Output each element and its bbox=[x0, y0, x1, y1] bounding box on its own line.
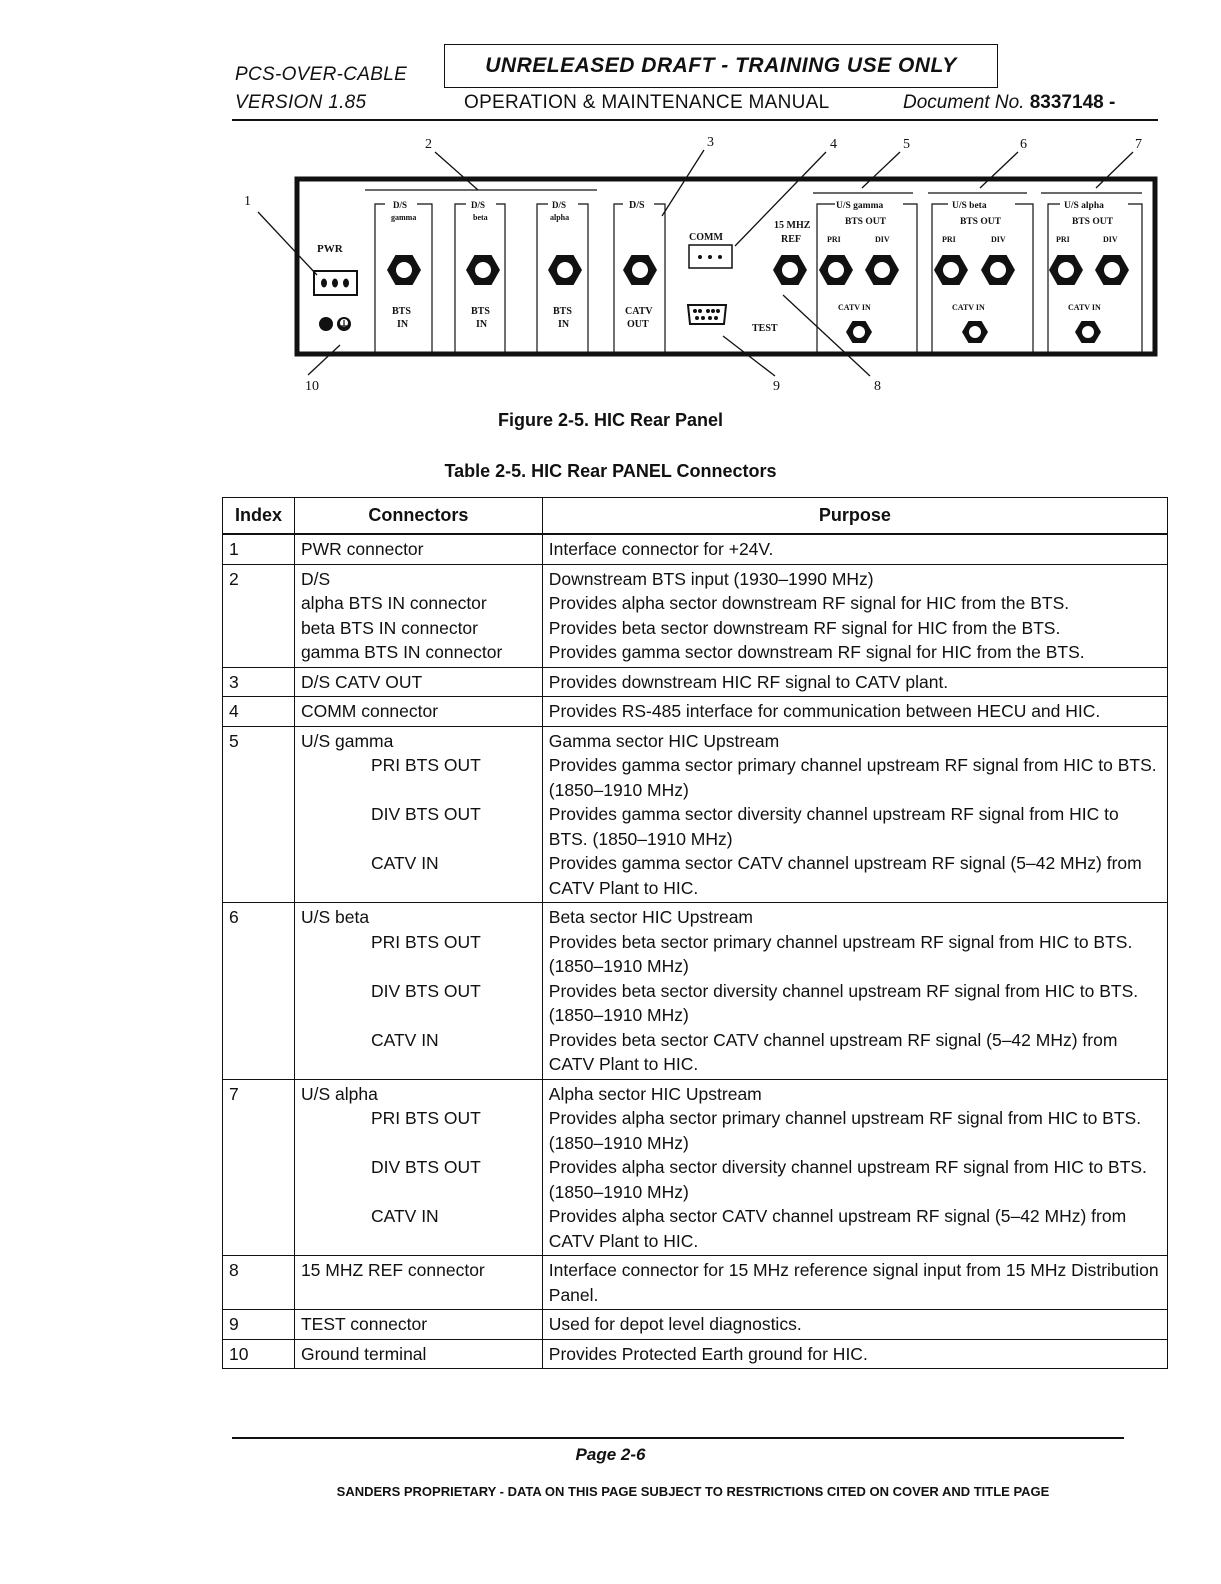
callout-6: 6 bbox=[1020, 137, 1027, 152]
us-gamma-module bbox=[813, 193, 917, 353]
row-purpose bbox=[542, 667, 1167, 697]
header-purpose: Purpose bbox=[542, 498, 1167, 535]
test-db9-connector-icon bbox=[688, 305, 726, 324]
connector-name: PRI BTS OUT bbox=[370, 931, 481, 952]
table-row bbox=[223, 564, 1168, 667]
header-rule bbox=[232, 119, 1158, 121]
document-number bbox=[903, 92, 1115, 114]
purpose-text: Used for depot level diagnostics. bbox=[548, 1314, 802, 1334]
us-beta-bts-out-label: BTS OUT bbox=[960, 217, 1001, 227]
ds-beta-bts-in-connector-icon bbox=[466, 255, 500, 285]
chassis-outline bbox=[297, 179, 1155, 354]
row-index: 8 bbox=[223, 1256, 295, 1310]
ds-beta-title: D/S bbox=[471, 200, 486, 210]
table-row bbox=[223, 697, 1168, 727]
row-connectors bbox=[294, 903, 542, 1080]
purpose-text: Alpha sector HIC Upstream bbox=[548, 1083, 762, 1104]
header-connectors: Connectors bbox=[294, 498, 542, 535]
connector-name: CATV IN bbox=[370, 1206, 439, 1226]
us-beta-pri-bts-out-connector-icon bbox=[934, 255, 968, 285]
row-index: 2 bbox=[223, 564, 295, 667]
connector-name: PWR connector bbox=[300, 539, 424, 559]
us-alpha-bts-out-label: BTS OUT bbox=[1072, 217, 1113, 227]
comm-pins-icon bbox=[698, 255, 722, 259]
ds-gamma-sector: gamma bbox=[391, 213, 417, 222]
connector-name: gamma BTS IN connector bbox=[300, 642, 503, 662]
catv-out-out-label: OUT bbox=[627, 319, 649, 330]
us-gamma-pri-bts-out-connector-icon bbox=[819, 255, 853, 285]
comm-label: COMM bbox=[689, 232, 723, 243]
purpose-text: Provides alpha sector diversity channel upstream RF signal from HIC to BTS. (1850–1910 MHz) bbox=[548, 1157, 1147, 1202]
table-row bbox=[223, 1256, 1168, 1310]
row-index: 9 bbox=[223, 1310, 295, 1340]
purpose-text: Provides beta sector diversity channel upstream RF signal from HIC to BTS. (1850–1910 MHz) bbox=[548, 980, 1139, 1025]
ds-beta-bts-label: BTS bbox=[471, 306, 490, 317]
table-body bbox=[223, 534, 1168, 1369]
row-connectors bbox=[294, 534, 542, 564]
document-number-value: 8337148 - bbox=[1029, 92, 1116, 113]
purpose-text: Beta sector HIC Upstream bbox=[548, 907, 753, 927]
connector-name: 15 MHZ REF connector bbox=[300, 1260, 485, 1280]
purpose-text: Provides alpha sector CATV channel upstream RF signal (5–42 MHz) from CATV Plant to HIC. bbox=[548, 1206, 1127, 1251]
callout-1: 1 bbox=[244, 194, 251, 209]
us-beta-div-bts-out-connector-icon bbox=[981, 255, 1015, 285]
ds-beta-in-label: IN bbox=[476, 319, 488, 330]
callout-10: 10 bbox=[305, 379, 319, 394]
row-purpose bbox=[542, 1310, 1167, 1340]
ds-alpha-sector: alpha bbox=[550, 213, 570, 222]
ref-label-line2: REF bbox=[781, 234, 801, 245]
purpose-text: Downstream BTS input (1930–1990 MHz) bbox=[548, 568, 874, 589]
table-row bbox=[223, 903, 1168, 1080]
row-purpose bbox=[542, 1079, 1167, 1256]
connectors-table bbox=[222, 497, 1168, 1369]
connector-name: Ground terminal bbox=[300, 1343, 427, 1364]
row-purpose bbox=[542, 903, 1167, 1080]
figure-caption: Figure 2-5. HIC Rear Panel bbox=[497, 410, 724, 430]
row-purpose bbox=[542, 697, 1167, 727]
connector-name: U/S alpha bbox=[300, 1083, 378, 1104]
purpose-text: Interface connector for 15 MHz reference signal input from 15 MHz Distribution Panel. bbox=[548, 1260, 1159, 1305]
ds-catv-out-connector-icon bbox=[623, 255, 657, 285]
us-beta-module bbox=[928, 193, 1033, 353]
draft-banner bbox=[444, 44, 998, 88]
us-alpha-pri-bts-out-connector-icon bbox=[1049, 255, 1083, 285]
row-connectors bbox=[294, 1256, 542, 1310]
row-connectors bbox=[294, 667, 542, 697]
ds-gamma-bts-label: BTS bbox=[392, 306, 411, 317]
connector-name: CATV IN bbox=[370, 1029, 439, 1050]
ds-beta-module bbox=[455, 200, 505, 353]
connector-name: DIV BTS OUT bbox=[370, 980, 481, 1001]
table-caption: Table 2-5. HIC Rear PANEL Connectors bbox=[444, 461, 777, 481]
connector-name: PRI BTS OUT bbox=[370, 755, 481, 775]
row-connectors bbox=[294, 564, 542, 667]
ds-alpha-title: D/S bbox=[552, 200, 567, 210]
us-beta-pri-label: PRI bbox=[942, 235, 956, 244]
purpose-text: Gamma sector HIC Upstream bbox=[548, 730, 780, 751]
us-alpha-module bbox=[1041, 193, 1142, 353]
table-row bbox=[223, 1310, 1168, 1340]
row-purpose bbox=[542, 1256, 1167, 1310]
connector-name: alpha BTS IN connector bbox=[300, 593, 487, 613]
connector-name: beta BTS IN connector bbox=[300, 617, 478, 638]
ref-15mhz-connector-icon bbox=[773, 255, 807, 285]
hic-rear-panel-figure bbox=[230, 128, 1170, 398]
connector-name: D/S bbox=[300, 568, 331, 589]
purpose-text: Provides beta sector primary channel upstream RF signal from HIC to BTS. (1850–1910 MHz) bbox=[548, 931, 1133, 976]
ds-gamma-module bbox=[375, 200, 432, 353]
us-beta-div-label: DIV bbox=[991, 235, 1006, 244]
connector-name: U/S beta bbox=[300, 907, 370, 927]
row-index: 4 bbox=[223, 697, 295, 727]
row-purpose bbox=[542, 534, 1167, 564]
row-index: 6 bbox=[223, 903, 295, 1080]
row-purpose bbox=[542, 726, 1167, 903]
connector-name: COMM connector bbox=[300, 701, 439, 721]
us-alpha-catv-in-connector-icon bbox=[1075, 321, 1101, 343]
manual-title: OPERATION & MAINTENANCE MANUAL bbox=[464, 92, 830, 113]
purpose-text: Provides beta sector CATV channel upstream RF signal (5–42 MHz) from CATV Plant to HIC. bbox=[548, 1029, 1118, 1074]
callout-9: 9 bbox=[773, 379, 780, 394]
connector-name: CATV IN bbox=[370, 853, 439, 873]
us-alpha-div-label: DIV bbox=[1103, 235, 1118, 244]
connector-name: TEST connector bbox=[300, 1314, 428, 1334]
us-gamma-title: U/S gamma bbox=[836, 201, 884, 211]
purpose-text: Provides gamma sector CATV channel upstream RF signal (5–42 MHz) from CATV Plant to HIC. bbox=[548, 853, 1142, 898]
callout-8: 8 bbox=[874, 379, 881, 394]
row-connectors bbox=[294, 1310, 542, 1340]
connector-name: U/S gamma bbox=[300, 730, 394, 751]
proprietary-notice: SANDERS PROPRIETARY - DATA ON THIS PAGE SUBJECT TO RESTRICTIONS CITED ON COVER AND TITLE PAGE bbox=[336, 1484, 1050, 1499]
test-label: TEST bbox=[752, 323, 778, 334]
us-alpha-catv-in-label: CATV IN bbox=[1068, 303, 1101, 312]
table-row bbox=[223, 1339, 1168, 1369]
ds-alpha-bts-in-connector-icon bbox=[548, 255, 582, 285]
row-index: 7 bbox=[223, 1079, 295, 1256]
purpose-text: Provides gamma sector primary channel upstream RF signal from HIC to BTS. (1850–1910 MHz) bbox=[548, 755, 1157, 800]
us-alpha-pri-label: PRI bbox=[1056, 235, 1070, 244]
ds-beta-sector: beta bbox=[473, 213, 488, 222]
ds-alpha-module bbox=[537, 200, 588, 353]
table-row bbox=[223, 726, 1168, 903]
ground-terminal-icon bbox=[337, 317, 351, 331]
us-beta-catv-in-connector-icon bbox=[962, 321, 988, 343]
us-gamma-pri-label: PRI bbox=[827, 235, 841, 244]
row-index: 10 bbox=[223, 1339, 295, 1369]
row-purpose bbox=[542, 1339, 1167, 1369]
connector-name: D/S CATV OUT bbox=[300, 671, 423, 692]
row-connectors bbox=[294, 697, 542, 727]
table-row bbox=[223, 1079, 1168, 1256]
us-beta-title: U/S beta bbox=[952, 201, 987, 211]
us-gamma-div-label: DIV bbox=[875, 235, 890, 244]
table-row bbox=[223, 534, 1168, 564]
row-connectors bbox=[294, 726, 542, 903]
ds-gamma-title: D/S bbox=[393, 200, 408, 210]
purpose-text: Provides gamma sector downstream RF signal for HIC from the BTS. bbox=[548, 642, 1085, 662]
ds-alpha-bts-label: BTS bbox=[553, 306, 572, 317]
callout-5: 5 bbox=[903, 137, 910, 152]
callout-7: 7 bbox=[1135, 137, 1142, 152]
row-index: 1 bbox=[223, 534, 295, 564]
pwr-pins-icon bbox=[321, 279, 349, 288]
pwr-label: PWR bbox=[317, 243, 343, 255]
callout-2: 2 bbox=[425, 137, 432, 152]
ds-catv-title: D/S bbox=[629, 200, 645, 211]
rear-panel-diagram bbox=[230, 128, 1170, 398]
purpose-text: Provides beta sector downstream RF signal for HIC from the BTS. bbox=[548, 617, 1061, 638]
ds-catv-out-module bbox=[614, 200, 665, 353]
purpose-text: Interface connector for +24V. bbox=[548, 539, 774, 559]
us-gamma-catv-in-connector-icon bbox=[846, 321, 872, 343]
us-gamma-div-bts-out-connector-icon bbox=[865, 255, 899, 285]
connector-name: PRI BTS OUT bbox=[370, 1108, 481, 1128]
table-row bbox=[223, 667, 1168, 697]
purpose-text: Provides gamma sector diversity channel upstream RF signal from HIC to BTS. (1850–1910 MHz) bbox=[548, 804, 1119, 849]
row-connectors bbox=[294, 1079, 542, 1256]
purpose-text: Provides Protected Earth ground for HIC. bbox=[548, 1343, 868, 1364]
product-name: PCS-OVER-CABLE bbox=[235, 64, 408, 85]
purpose-text: Provides alpha sector downstream RF signal for HIC from the BTS. bbox=[548, 593, 1070, 613]
us-alpha-div-bts-out-connector-icon bbox=[1095, 255, 1129, 285]
ds-alpha-in-label: IN bbox=[558, 319, 570, 330]
purpose-text: Provides alpha sector primary channel upstream RF signal from HIC to BTS. (1850–1910 MHz) bbox=[548, 1108, 1142, 1153]
callout-3: 3 bbox=[707, 135, 714, 150]
row-index: 5 bbox=[223, 726, 295, 903]
draft-banner-text: UNRELEASED DRAFT - TRAINING USE ONLY bbox=[485, 54, 957, 77]
us-gamma-catv-in-label: CATV IN bbox=[838, 303, 871, 312]
table-header-row bbox=[223, 498, 1168, 535]
footer-rule bbox=[232, 1437, 1124, 1439]
row-connectors bbox=[294, 1339, 542, 1369]
header-index: Index bbox=[223, 498, 295, 535]
version-label: VERSION 1.85 bbox=[235, 92, 367, 113]
document-number-label: Document No. bbox=[903, 92, 1025, 113]
catv-out-catv-label: CATV bbox=[625, 306, 653, 317]
ds-gamma-bts-in-connector-icon bbox=[387, 255, 421, 285]
row-purpose bbox=[542, 564, 1167, 667]
ref-label-line1: 15 MHZ bbox=[774, 220, 811, 231]
us-beta-catv-in-label: CATV IN bbox=[952, 303, 985, 312]
ds-gamma-in-label: IN bbox=[397, 319, 409, 330]
us-gamma-bts-out-label: BTS OUT bbox=[845, 217, 886, 227]
ground-post-icon bbox=[319, 317, 333, 331]
page-number: Page 2-6 bbox=[575, 1445, 646, 1464]
connector-name: DIV BTS OUT bbox=[370, 804, 481, 824]
row-index: 3 bbox=[223, 667, 295, 697]
callout-4: 4 bbox=[830, 137, 837, 152]
connector-name: DIV BTS OUT bbox=[370, 1157, 481, 1177]
purpose-text: Provides downstream HIC RF signal to CATV plant. bbox=[548, 671, 949, 692]
us-alpha-title: U/S alpha bbox=[1064, 201, 1104, 211]
purpose-text: Provides RS-485 interface for communication between HECU and HIC. bbox=[548, 701, 1101, 721]
